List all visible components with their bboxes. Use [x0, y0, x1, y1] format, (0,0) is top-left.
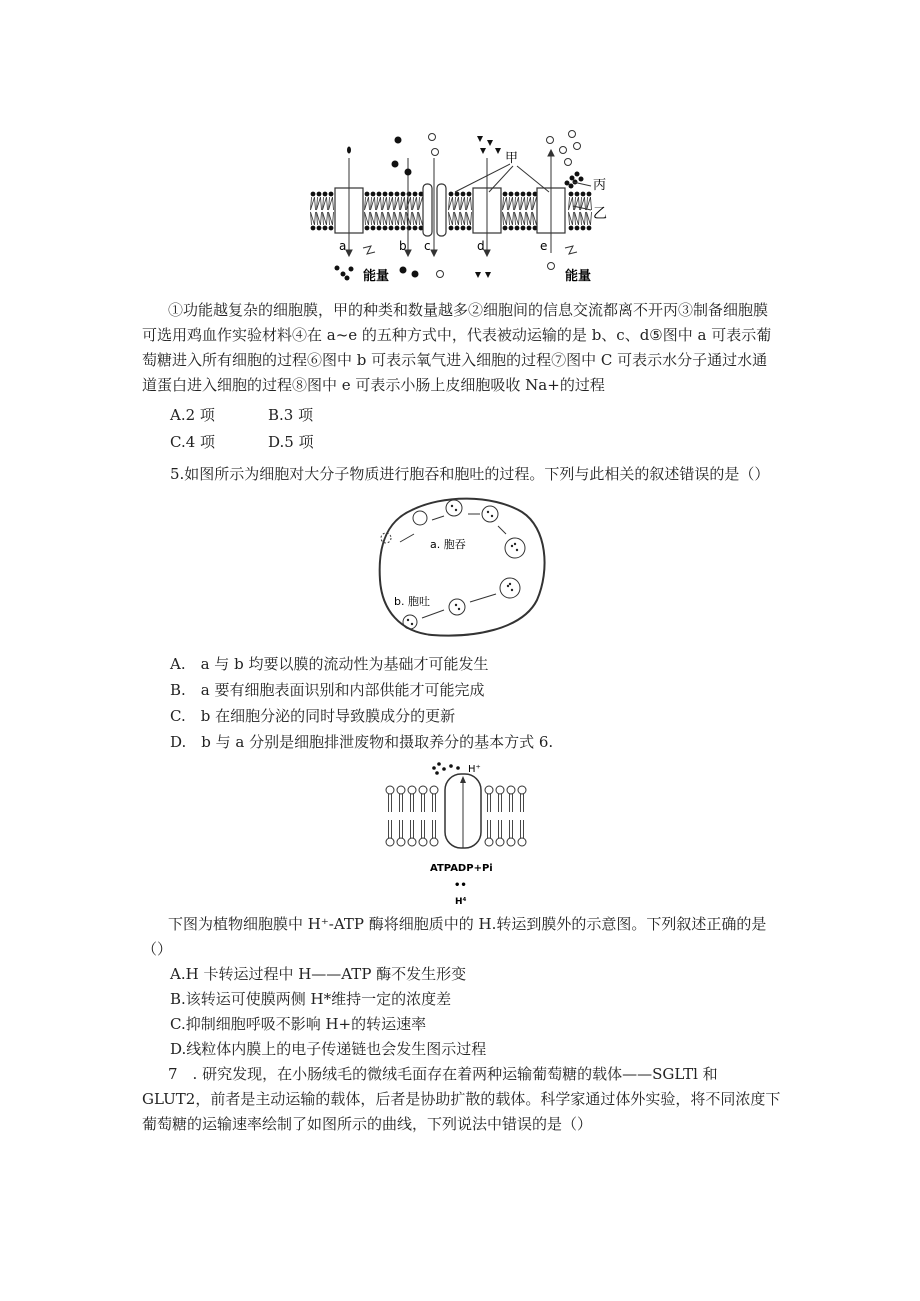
h-atpase-figure [382, 758, 542, 908]
channel-protein-c-left [423, 184, 432, 236]
energy-label-a: 能量 [363, 269, 390, 283]
energy-arrow-e [565, 246, 577, 254]
q6-stem: 下图为植物细胞膜中 H⁺-ATP 酶将细胞质中的 H.转运到膜外的示意图。下列叙述正确的是（） [142, 915, 767, 958]
cell-membrane [380, 499, 545, 636]
q5-option-b: B. a 要有细胞表面识别和内部供能才可能完成 [170, 681, 485, 699]
q5-option-d: D. b 与 a 分别是细胞排泄废物和摄取养分的基本方式 6. [170, 733, 554, 751]
q5-stem: 5.如图所示为细胞对大分子物质进行胞吞和胞吐的过程。下列与此相关的叙述错误的是（） [170, 465, 770, 483]
letter-e: e [540, 239, 548, 253]
letter-d: d [477, 239, 485, 253]
h-plus-top-label: H⁺ [468, 764, 481, 775]
label-bing: 丙 [593, 178, 607, 193]
q6-option-a: A.H 卡转运过程中 H——ATP 酶不发生形变 [170, 965, 467, 983]
energy-label-e: 能量 [565, 269, 592, 283]
energy-arrow-a [363, 246, 375, 254]
q6-option-b: B.该转运可使膜两侧 H*维持一定的浓度差 [170, 990, 452, 1008]
q4-option-c: C.4 项 [170, 433, 216, 451]
label-exocytosis: b. 胞吐 [394, 595, 430, 608]
membrane-transport-figure [305, 128, 645, 283]
q4-option-d: D.5 项 [268, 433, 314, 451]
vesicles [381, 500, 525, 629]
letter-c: c [424, 239, 431, 253]
label-yi: 乙 [593, 206, 607, 222]
letter-b: b [399, 239, 407, 253]
q7-stem: 7 . 研究发现，在小肠绒毛的微绒毛面存在着两种运输葡萄糖的载体——SGLTl 和 GLUT2，前者是主动运输的载体，后者是协助扩散的载体。科学家通过体外实验，将不同浓度下葡萄糖的运输速率绘制了如图所示的曲线，下列说法中错误的是（） [142, 1065, 781, 1133]
h-ions-outside [432, 762, 460, 775]
q5-option-c: C. b 在细胞分泌的同时导致膜成分的更新 [170, 707, 456, 725]
q6-option-d: D.线粒体内膜上的电子传递链也会发生图示过程 [170, 1040, 487, 1058]
q4-statements: ①功能越复杂的细胞膜，甲的种类和数量越多②细胞间的信息交流都离不开丙③制备细胞膜可选用鸡血作实验材料④在 a~e 的五种方式中，代表被动运输的是 b、c、d⑤图中 a 可表示葡萄糖进入所有细胞的过程⑥图中 b 可表示氧气进入细胞的过程⑦图中 C 可表示水分子通过水通道蛋白进入细胞的过程⑧图中 e 可表示小肠上皮细胞吸收 Na+的过程 [142, 301, 772, 394]
glycoprotein-bing [565, 172, 584, 189]
q5-option-a: A. a 与 b 均要以膜的流动性为基础才可能发生 [170, 655, 489, 673]
molecules-outside [347, 131, 581, 176]
q4-option-b: B.3 项 [268, 406, 314, 424]
q6-option-c: C.抑制细胞呼吸不影响 H+的转运速率 [170, 1015, 427, 1033]
label-endocytosis: a. 胞吞 [430, 538, 466, 551]
h-bottom-label: H⁴ [455, 897, 467, 907]
dots-label: •• [454, 880, 467, 891]
channel-protein-c-right [437, 184, 446, 236]
label-jia: 甲 [505, 151, 519, 166]
letter-a: a [339, 239, 347, 253]
atp-adp-label: ATPADP+Pi [430, 863, 493, 874]
q4-option-a: A.2 项 [170, 406, 215, 424]
endocytosis-exocytosis-figure [372, 490, 552, 640]
